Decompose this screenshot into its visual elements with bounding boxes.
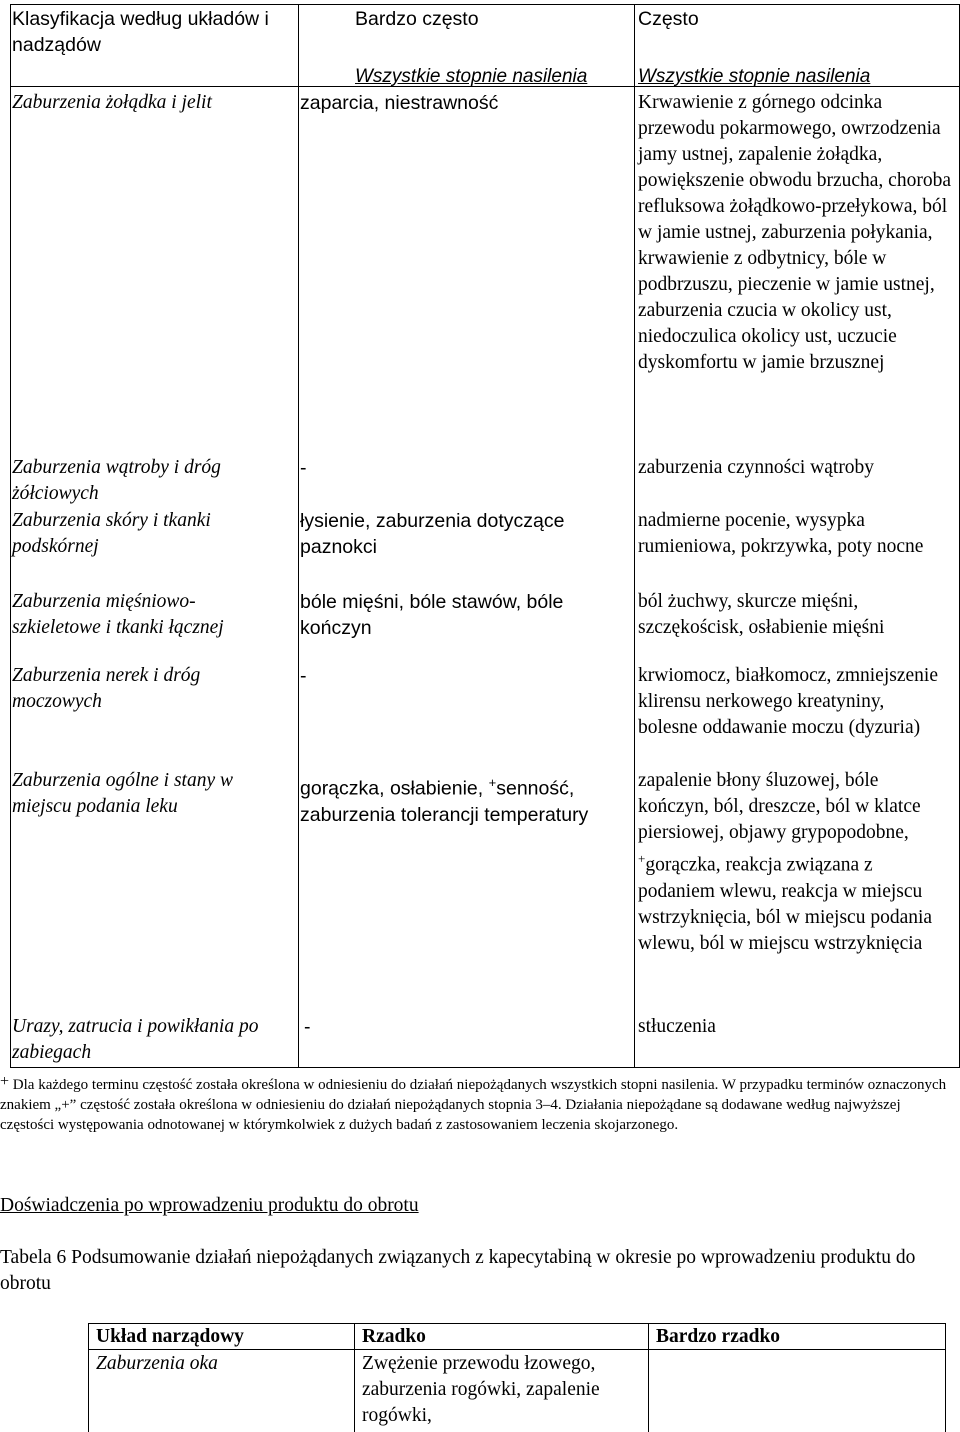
row-common-injury: stłuczenia — [638, 1016, 716, 1037]
table-caption: Tabela 6 Podsumowanie działań niepożądanych związanych z kapecytabiną w okresie po wprowadzeniu produktu do obrotu — [0, 1247, 916, 1294]
row-very-common-hepatobiliary: - — [300, 457, 307, 479]
row-very-common-skin: łysienie, zaburzenia dotyczące paznokci — [300, 510, 565, 558]
table-column-divider — [354, 1323, 355, 1432]
header-very-rare: Bardzo rzadko — [656, 1326, 781, 1347]
footnote-marker: + — [488, 775, 497, 790]
row-common-skin: nadmierne pocenie, wysypka rumieniowa, pokrzywka, poty nocne — [638, 510, 924, 557]
header-rare: Rzadko — [362, 1326, 426, 1347]
row-very-common-musculoskeletal: bóle mięśni, bóle stawów, bóle kończyn — [300, 591, 564, 639]
row-very-common-injury: - — [304, 1016, 311, 1038]
row-organ-general: Zaburzenia ogólne i stany w miejscu podania leku — [12, 770, 234, 817]
section-heading: Doświadczenia po wprowadzeniu produktu do obrotu — [0, 1195, 419, 1216]
table-border-top — [10, 4, 960, 5]
header-very-common-subtitle: Wszystkie stopnie nasilenia — [355, 66, 588, 87]
header-organ-system: Układ narządowy — [96, 1326, 244, 1347]
row-very-common-general: gorączka, osłabienie, +senność, zaburzenia tolerancji temperatury — [300, 775, 589, 826]
row-organ-injury: Urazy, zatrucia i powikłania po zabiegach — [12, 1016, 259, 1063]
row-common-musculoskeletal: ból żuchwy, skurcze mięśni, szczękościsk, osłabienie mięśni — [638, 591, 885, 638]
row-common-gastrointestinal: Krwawienie z górnego odcinka przewodu pokarmowego, owrzodzenia jamy ustnej, zapalenie żołądka, powiększenie obwodu brzucha, choroba refluksowa żołądkowo-przełykowa, ból w jamie ustnej, zaburzenia połykania, krwawienie z odbytnicy, bóle w podbrzuszu, pieczenie w jamie ustnej, zaburzenia czucia w okolicy ust, niedoczulica okolicy ust, uczucie dyskomfortu w jamie brzusznej — [638, 92, 951, 373]
row-very-common-renal: - — [300, 665, 307, 687]
row-common-renal: krwiomocz, białkomocz, zmniejszenie klirensu nerkowego kreatyniny, bolesne oddawanie moczu (dyzuria) — [638, 665, 938, 738]
header-classification: Klasyfikacja według układów i nadządów — [12, 8, 269, 56]
row-common-general: zapalenie błony śluzowej, bóle kończyn, ból, dreszcze, ból w klatce piersiowej, objawy grypopodobne, +gorączka, reakcja związana z podaniem wlewu, reakcja w miejscu wstrzyknięcia, ból w miejscu podania wlewu, ból w miejscu wstrzyknięcia — [638, 770, 933, 954]
row-organ-hepatobiliary: Zaburzenia wątroby i dróg żółciowych — [12, 457, 221, 504]
postmarketing-table — [88, 1323, 946, 1432]
header-very-common: Bardzo często — [355, 8, 479, 30]
row-organ-skin: Zaburzenia skóry i tkanki podskórnej — [12, 510, 211, 557]
row-organ-gastrointestinal: Zaburzenia żołądka i jelit — [12, 92, 212, 113]
table-border-left — [88, 1323, 89, 1432]
footnote-text: Dla każdego terminu częstość została określona w odniesieniu do działań niepożądanych wszystkich stopni nasilenia. W przypadku terminów oznaczonych znakiem „+” częstość została określona w odniesieniu do działań niepożądanych stopnia 3–4. Działania niepożądane są dodawane według najwyższej częstości występowania odnotowanej w którymkolwiek z dużych badań z zastosowaniem leczenia skojarzonego. — [0, 1077, 947, 1133]
header-common-subtitle: Wszystkie stopnie nasilenia — [638, 66, 871, 87]
row-common-hepatobiliary: zaburzenia czynności wątroby — [638, 457, 875, 478]
footnote-marker: + — [638, 851, 646, 866]
row-very-common-gastrointestinal: zaparcia, niestrawność — [300, 92, 499, 114]
header-common: Często — [638, 8, 699, 30]
row-organ-eye: Zaburzenia oka — [96, 1353, 218, 1374]
table-border-left — [10, 4, 11, 1068]
table-border-right — [945, 1323, 946, 1432]
table-footnote — [0, 1075, 950, 1135]
table-column-divider — [298, 4, 299, 1068]
row-organ-musculoskeletal: Zaburzenia mięśniowo-szkieletowe i tkanki łącznej — [12, 591, 224, 638]
table-column-divider — [648, 1323, 649, 1432]
footnote-marker: + — [0, 1073, 10, 1090]
table-column-divider — [634, 4, 635, 1068]
row-organ-renal: Zaburzenia nerek i dróg moczowych — [12, 665, 201, 712]
table-border-bottom — [10, 1067, 960, 1068]
adverse-reactions-table — [10, 4, 960, 1068]
row-rare-eye: Zwężenie przewodu łzowego, zaburzenia rogówki, zapalenie rogówki, — [362, 1353, 600, 1426]
